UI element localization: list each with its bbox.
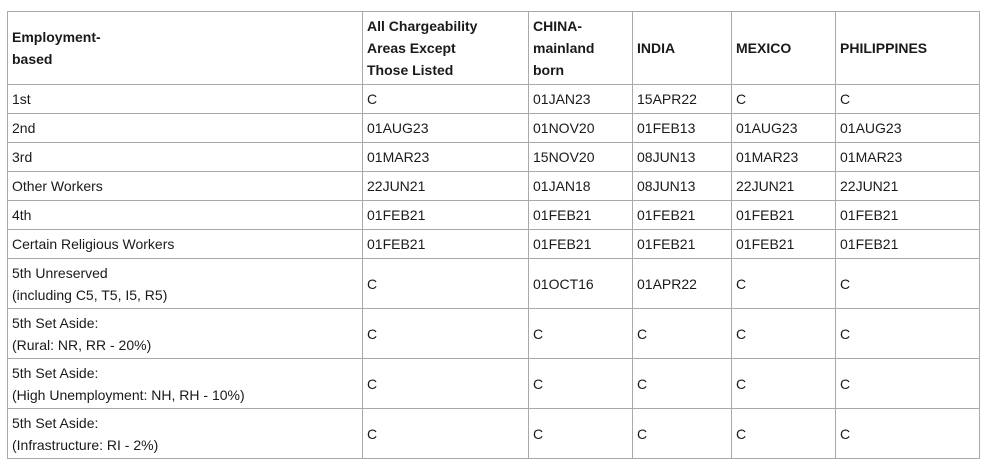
row-category: 1st [8,85,363,114]
cell-all-chargeability: 22JUN21 [363,172,529,201]
row-category: 5th Unreserved (including C5, T5, I5, R5) [8,259,363,309]
row-category: 5th Set Aside: (Infrastructure: RI - 2%) [8,409,363,459]
cell-india: C [633,309,732,359]
table-row [8,201,980,230]
cell-all-chargeability: C [363,359,529,409]
cell-philippines: 01MAR23 [836,143,980,172]
cell-mexico: 22JUN21 [732,172,836,201]
table-row [8,309,980,359]
cell-all-chargeability: 01FEB21 [363,201,529,230]
cell-china: 01FEB21 [529,230,633,259]
header-india: INDIA [633,12,732,85]
header-employment-based: Employment- based [8,12,363,85]
cell-all-chargeability: 01AUG23 [363,114,529,143]
cell-mexico: C [732,409,836,459]
cell-china: 01OCT16 [529,259,633,309]
cell-india: 08JUN13 [633,143,732,172]
cell-mexico: C [732,359,836,409]
row-category: 4th [8,201,363,230]
row-category: 5th Set Aside: (High Unemployment: NH, RH - 10%) [8,359,363,409]
cell-china: C [529,359,633,409]
cell-all-chargeability: C [363,259,529,309]
cell-china: C [529,409,633,459]
cell-philippines: C [836,359,980,409]
cell-philippines: 01FEB21 [836,230,980,259]
cell-philippines: C [836,409,980,459]
cell-mexico: C [732,85,836,114]
cell-all-chargeability: C [363,309,529,359]
header-china: CHINA- mainland born [529,12,633,85]
cell-india: 01FEB21 [633,230,732,259]
cell-philippines: 22JUN21 [836,172,980,201]
table-row [8,114,980,143]
cell-china: 15NOV20 [529,143,633,172]
cell-philippines: 01FEB21 [836,201,980,230]
table-row [8,409,980,459]
cell-all-chargeability: C [363,409,529,459]
cell-india: 15APR22 [633,85,732,114]
header-mexico: MEXICO [732,12,836,85]
cell-all-chargeability: 01FEB21 [363,230,529,259]
cell-china: 01FEB21 [529,201,633,230]
cell-india: C [633,409,732,459]
row-category: 5th Set Aside: (Rural: NR, RR - 20%) [8,309,363,359]
row-category: Other Workers [8,172,363,201]
cell-mexico: C [732,259,836,309]
cell-india: 08JUN13 [633,172,732,201]
cell-mexico: 01MAR23 [732,143,836,172]
cell-china: 01JAN23 [529,85,633,114]
visa-bulletin-table [7,11,980,459]
cell-mexico: 01AUG23 [732,114,836,143]
cell-all-chargeability: C [363,85,529,114]
table-row [8,230,980,259]
cell-all-chargeability: 01MAR23 [363,143,529,172]
cell-mexico: 01FEB21 [732,201,836,230]
cell-philippines: 01AUG23 [836,114,980,143]
cell-china: 01JAN18 [529,172,633,201]
row-category: Certain Religious Workers [8,230,363,259]
table-row [8,359,980,409]
table-row [8,85,980,114]
cell-philippines: C [836,309,980,359]
table-header-row [8,12,980,85]
table-row [8,259,980,309]
cell-mexico: C [732,309,836,359]
cell-mexico: 01FEB21 [732,230,836,259]
cell-india: 01FEB21 [633,201,732,230]
header-philippines: PHILIPPINES [836,12,980,85]
table-row [8,143,980,172]
cell-india: 01APR22 [633,259,732,309]
cell-china: 01NOV20 [529,114,633,143]
table-row [8,172,980,201]
cell-india: C [633,359,732,409]
header-all-chargeability: All Chargeability Areas Except Those Listed [363,12,529,85]
cell-philippines: C [836,85,980,114]
cell-india: 01FEB13 [633,114,732,143]
row-category: 2nd [8,114,363,143]
cell-china: C [529,309,633,359]
cell-philippines: C [836,259,980,309]
row-category: 3rd [8,143,363,172]
